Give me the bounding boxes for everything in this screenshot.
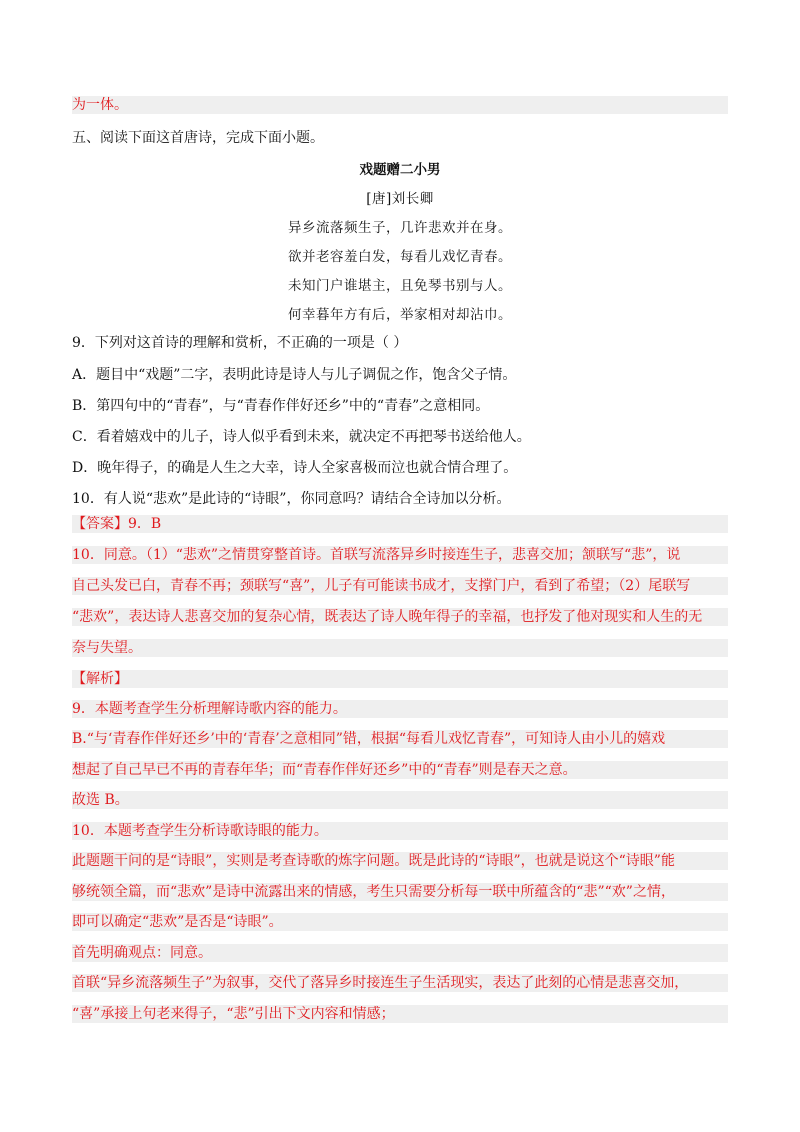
poem-line: 异乡流落频生子，几许悲欢并在身。 — [288, 220, 512, 236]
analysis-q9-line: B.“与‘青春作伴好还乡’中的‘青春’之意相同”错，根据“每看儿戏忆青春”，可知诗人由小儿的嬉戏 — [72, 730, 728, 748]
answer-line: 自己头发已白，青春不再；颈联写“喜”，儿子有可能读书成才，支撑门户，看到了希望；（2）尾联写 — [72, 577, 728, 595]
section-heading: 五、阅读下面这首唐诗，完成下面小题。 — [72, 130, 324, 146]
analysis-q10-line: 此题题干问的是“诗眼”，实则是考查诗歌的炼字问题。既是此诗的“诗眼”，也就是说这个“诗眼”能 — [72, 852, 728, 870]
question-9-option-d: D．晚年得子，的确是人生之大幸，诗人全家喜极而泣也就合情合理了。 — [72, 460, 518, 476]
question-9-option-a: A．题目中“戏题”二字，表明此诗是诗人与儿子调侃之作，饱含父子情。 — [72, 367, 517, 383]
poem-line: 何幸暮年方有后，举家相对却沾巾。 — [288, 307, 512, 323]
previous-answer-tail: 为一体。 — [72, 96, 728, 114]
analysis-q9-line: 想起了自己早已不再的青春年华；而“青春作伴好还乡”中的“青春”则是春天之意。 — [72, 761, 728, 779]
poem-author: [唐]刘长卿 — [366, 191, 434, 207]
poem-line: 欲并老容羞白发，每看儿戏忆青春。 — [288, 249, 512, 265]
analysis-label: 【解析】 — [72, 670, 728, 688]
answer-line: “悲欢”，表达诗人悲喜交加的复杂心情，既表达了诗人晚年得子的幸福，也抒发了他对现实和人生的无 — [72, 608, 728, 626]
analysis-q10-line: 首先明确观点：同意。 — [72, 944, 728, 962]
poem-line: 未知门户谁堪主，且免琴书别与人。 — [288, 278, 512, 294]
answer-line: 奈与失望。 — [72, 639, 728, 657]
answer-label: 【答案】9．B — [72, 515, 728, 533]
analysis-q10-line: 即可以确定“悲欢”是否是“诗眼”。 — [72, 913, 728, 931]
question-9-option-b: B．第四句中的“青春”，与“青春作伴好还乡”中的“青春”之意相同。 — [72, 398, 490, 414]
analysis-q9-intro: 9．本题考查学生分析理解诗歌内容的能力。 — [72, 700, 728, 718]
analysis-q10-line: 首联“异乡流落频生子”为叙事，交代了落异乡时接连生子生活现实，表达了此刻的心情是悲喜交加， — [72, 974, 728, 992]
answer-line: 10．同意。（1）“悲欢”之情贯穿整首诗。首联写流落异乡时接连生子，悲喜交加；颔联写“悲”，说 — [72, 546, 728, 564]
analysis-q10-line: 够统领全篇，而“悲欢”是诗中流露出来的情感，考生只需要分析每一联中所蕴含的“悲”“欢”之情， — [72, 883, 728, 901]
analysis-q10-line: “喜”承接上句老来得子，“悲”引出下文内容和情感； — [72, 1005, 728, 1023]
poem-title: 戏题赠二小男 — [359, 162, 441, 178]
question-10-stem: 10．有人说“悲欢”是此诗的“诗眼”，你同意吗？请结合全诗加以分析。 — [72, 491, 511, 507]
question-9-option-c: C．看着嬉戏中的儿子，诗人似乎看到未来，就决定不再把琴书送给他人。 — [72, 429, 531, 445]
analysis-q10-intro: 10．本题考查学生分析诗歌诗眼的能力。 — [72, 822, 728, 840]
question-9-stem: 9．下列对这首诗的理解和赏析，不正确的一项是（ ） — [72, 335, 408, 351]
analysis-q9-line: 故选 B。 — [72, 791, 728, 809]
